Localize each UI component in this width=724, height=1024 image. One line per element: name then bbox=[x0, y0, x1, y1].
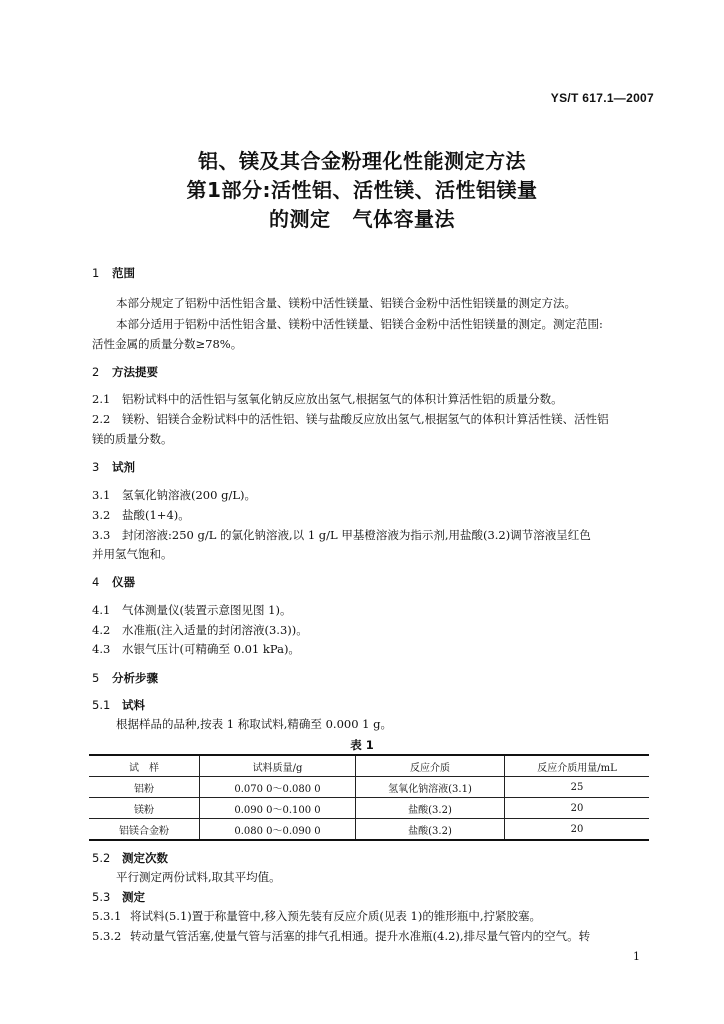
section-1-paragraph-1: 本部分规定了铝粉中活性铝含量、镁粉中活性镁量、铝镁合金粉中活性铝镁量的测定方法。 bbox=[116, 296, 576, 310]
section-1-heading: 1 范围 bbox=[92, 266, 135, 280]
page-number: 1 bbox=[633, 950, 640, 963]
section-5-heading: 5 分析步骤 bbox=[92, 671, 158, 685]
table-cell: 镁粉 bbox=[89, 798, 200, 819]
table-cell: 25 bbox=[505, 777, 650, 798]
table-cell: 盐酸(3.2) bbox=[356, 798, 505, 819]
item-3-3: 3.3 封闭溶液:250 g/L 的氯化钠溶液,以 1 g/L 甲基橙溶液为指示剂,用盐酸(3.2)调节溶液呈红色 bbox=[92, 528, 591, 542]
item-4-2: 4.2 水准瓶(注入适量的封闭溶液(3.3))。 bbox=[92, 623, 308, 637]
table-row bbox=[89, 798, 649, 819]
section-2-heading: 2 方法提要 bbox=[92, 365, 158, 379]
table-cell: 铝镁合金粉 bbox=[89, 819, 200, 841]
item-2-2-continued: 镁的质量分数。 bbox=[92, 432, 173, 446]
standard-code: YS/T 617.1—2007 bbox=[550, 91, 654, 105]
section-5-title: 分析步骤 bbox=[112, 671, 158, 685]
table-header-cell: 反应介质 bbox=[356, 755, 505, 777]
section-2-title: 方法提要 bbox=[112, 365, 158, 379]
subsection-5-1-heading: 5.1 试料 bbox=[92, 698, 145, 712]
table-row bbox=[89, 819, 649, 841]
title-line-1: 铝、镁及其合金粉理化性能测定方法 bbox=[198, 149, 526, 173]
table-cell: 20 bbox=[505, 798, 650, 819]
title-line-3a: 的测定 bbox=[269, 207, 331, 231]
subsection-5-2-text: 平行测定两份试料,取其平均值。 bbox=[116, 870, 281, 884]
section-1-paragraph-2b: 活性金属的质量分数≥78%。 bbox=[92, 337, 243, 351]
table-1-title: 表 1 bbox=[350, 738, 374, 752]
section-1-paragraph-2a: 本部分适用于铝粉中活性铝含量、镁粉中活性镁量、铝镁合金粉中活性铝镁量的测定。测定范围: bbox=[116, 317, 603, 331]
section-1-title: 范围 bbox=[112, 266, 135, 280]
table-cell: 0.090 0～0.100 0 bbox=[200, 798, 356, 819]
item-3-1: 3.1 氢氧化钠溶液(200 g/L)。 bbox=[92, 488, 256, 502]
item-5-3-2: 5.3.2 转动量气管活塞,使量气管与活塞的排气孔相通。提升水准瓶(4.2),排尽量气管内的空气。转 bbox=[92, 929, 591, 943]
table-cell: 氢氧化钠溶液(3.1) bbox=[356, 777, 505, 798]
table-header-cell: 试 样 bbox=[89, 755, 200, 777]
item-2-1: 2.1 铝粉试料中的活性铝与氢氧化钠反应放出氢气,根据氢气的体积计算活性铝的质量分数。 bbox=[92, 392, 563, 406]
table-cell: 0.080 0～0.090 0 bbox=[200, 819, 356, 841]
table-cell: 盐酸(3.2) bbox=[356, 819, 505, 841]
item-5-3-1: 5.3.1 将试料(5.1)置于称量管中,移入预先装有反应介质(见表 1)的锥形瓶中,拧紧胶塞。 bbox=[92, 909, 542, 923]
item-4-3: 4.3 水银气压计(可精确至 0.01 kPa)。 bbox=[92, 642, 300, 656]
document-title bbox=[0, 147, 724, 234]
item-2-2: 2.2 镁粉、铝镁合金粉试料中的活性铝、镁与盐酸反应放出氢气,根据氢气的体积计算活性镁、活性铝 bbox=[92, 412, 609, 426]
table-1 bbox=[89, 754, 649, 841]
section-3-title: 试剂 bbox=[112, 460, 135, 474]
section-4-title: 仪器 bbox=[112, 575, 135, 589]
subsection-5-1-text: 根据样品的品种,按表 1 称取试料,精确至 0.000 1 g。 bbox=[116, 717, 393, 731]
subsection-5-2-heading: 5.2 测定次数 bbox=[92, 851, 168, 865]
table-row bbox=[89, 777, 649, 798]
subsection-5-3-heading: 5.3 测定 bbox=[92, 890, 145, 904]
table-header-cell: 反应介质用量/mL bbox=[505, 755, 650, 777]
title-line-2: 第1部分:活性铝、活性镁、活性铝镁量 bbox=[186, 178, 538, 202]
table-cell: 0.070 0～0.080 0 bbox=[200, 777, 356, 798]
table-header-cell: 试料质量/g bbox=[200, 755, 356, 777]
section-3-heading: 3 试剂 bbox=[92, 460, 135, 474]
table-cell: 铝粉 bbox=[89, 777, 200, 798]
item-4-1: 4.1 气体测量仪(装置示意图见图 1)。 bbox=[92, 603, 292, 617]
title-line-3b: 气体容量法 bbox=[352, 207, 455, 231]
item-3-3-continued: 并用氢气饱和。 bbox=[92, 547, 173, 561]
item-3-2: 3.2 盐酸(1+4)。 bbox=[92, 508, 190, 522]
section-4-heading: 4 仪器 bbox=[92, 575, 135, 589]
table-cell: 20 bbox=[505, 819, 650, 841]
table-header-row bbox=[89, 755, 649, 777]
title-line-3 bbox=[0, 205, 724, 234]
